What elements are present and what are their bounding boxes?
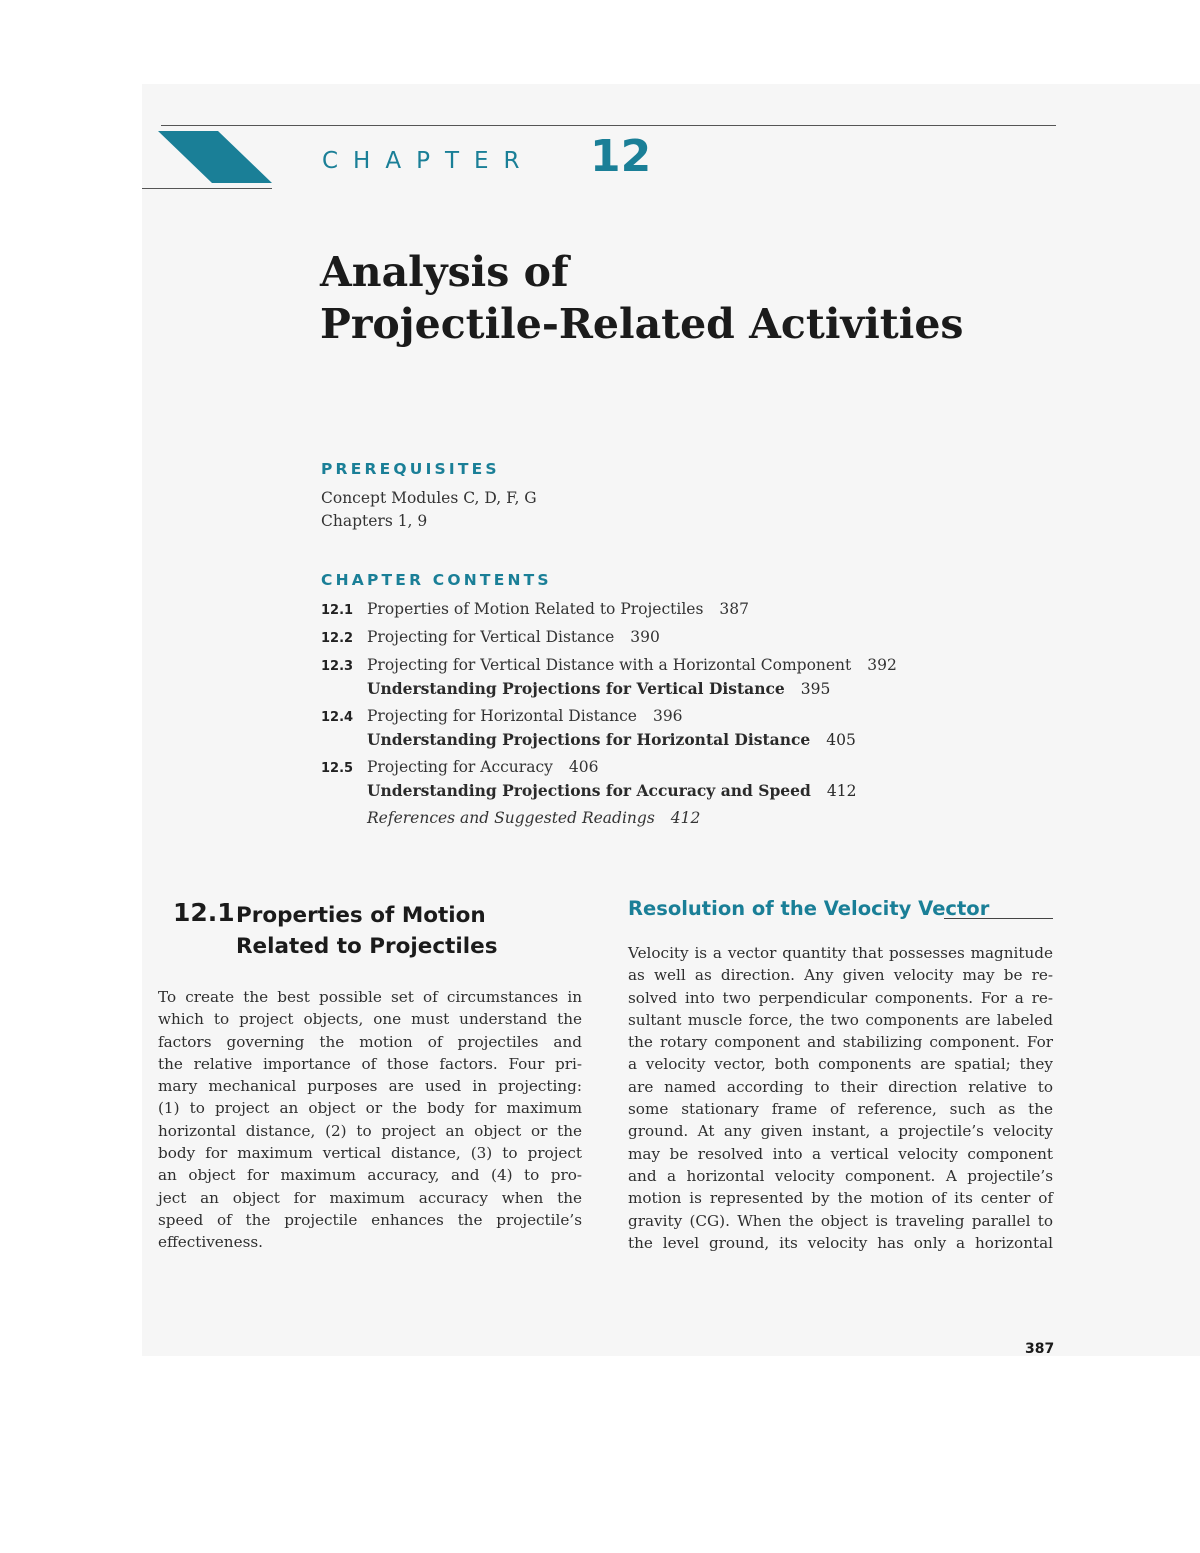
section-paragraph <box>158 986 582 1254</box>
subsection-paragraph <box>628 942 1053 1254</box>
left-rule <box>142 188 272 189</box>
paragraph-line: which to project objects, one must understand the <box>158 1010 582 1029</box>
paragraph-line: solved into two perpendicular components. For a re- <box>628 988 1053 1007</box>
toc-entry[interactable] <box>321 758 598 776</box>
subsection-title: Resolution of the Velocity Vector <box>628 897 990 920</box>
toc-text: References and Suggested Readings <box>367 809 655 827</box>
contents-heading: CHAPTER CONTENTS <box>321 571 552 589</box>
toc-text: Properties of Motion Related to Projectiles <box>367 600 704 618</box>
paragraph-line: the rotary component and stabilizing component. For <box>628 1033 1053 1052</box>
paragraph-line: effectiveness. <box>158 1233 263 1252</box>
paragraph-line: Velocity is a vector quantity that possesses magnitude <box>628 944 1053 962</box>
paragraph-line: mary mechanical purposes are used in projecting: <box>158 1077 582 1096</box>
chapter-title-line: Analysis of <box>320 248 569 296</box>
paragraph-line: factors governing the motion of projectiles and <box>158 1032 582 1051</box>
toc-page: 406 <box>568 758 599 776</box>
paragraph-line: sultant muscle force, the two components are labeled <box>628 1010 1053 1029</box>
toc-page: 392 <box>867 656 897 674</box>
paragraph-line: the level ground, its velocity has only a horizontal <box>628 1233 1053 1252</box>
paragraph-line: as well as direction. Any given velocity may be re- <box>628 966 1053 985</box>
toc-text: Projecting for Horizontal Distance <box>367 707 637 725</box>
toc-page: 390 <box>630 628 660 646</box>
paragraph-line: and a horizontal velocity component. A projectile’s <box>628 1166 1053 1185</box>
chapter-title-line: Projectile-Related Activities <box>320 300 964 348</box>
toc-page: 412 <box>670 809 701 827</box>
toc-number: 12.3 <box>321 659 354 674</box>
paragraph-line: (1) to project an object or the body for maximum <box>158 1099 582 1118</box>
paragraph-line: motion is represented by the motion of its center of <box>628 1189 1053 1208</box>
paragraph-line: are named according to their direction relative to <box>628 1077 1053 1096</box>
toc-number: 12.4 <box>321 710 354 725</box>
paragraph-line: an object for maximum accuracy, and (4) to pro- <box>158 1166 582 1185</box>
paragraph-line: the relative importance of those factors. Four pri- <box>158 1054 582 1073</box>
toc-page: 405 <box>826 731 856 749</box>
paragraph-line: ject an object for maximum accuracy when the <box>158 1188 582 1207</box>
section-title <box>236 900 498 962</box>
toc-references[interactable] <box>367 809 700 827</box>
paragraph-line: may be resolved into a vertical velocity component <box>628 1144 1053 1163</box>
toc-text: Projecting for Vertical Distance with a Horizontal Component <box>367 656 852 674</box>
toc-entry[interactable] <box>321 628 660 646</box>
toc-subentry[interactable] <box>367 730 856 749</box>
top-rule <box>161 125 1056 126</box>
chapter-chevron-graphic <box>158 131 272 183</box>
toc-text: Projecting for Accuracy <box>367 758 553 776</box>
paragraph-line: body for maximum vertical distance, (3) to project <box>158 1144 582 1163</box>
paragraph-line: speed of the projectile enhances the projectile’s <box>158 1210 582 1229</box>
paragraph-line: a velocity vector, both components are spatial; they <box>628 1055 1053 1074</box>
toc-text: Understanding Projections for Accuracy and Speed <box>367 781 811 800</box>
toc-text: Understanding Projections for Horizontal Distance <box>367 730 811 749</box>
toc-page: 396 <box>652 707 683 725</box>
paragraph-line: ground. At any given instant, a projectile’s velocity <box>628 1122 1053 1141</box>
prerequisite-item: Concept Modules C, D, F, G <box>321 489 537 507</box>
paragraph-line: To create the best possible set of circumstances in <box>158 988 582 1006</box>
prerequisite-item: Chapters 1, 9 <box>321 512 428 530</box>
toc-subentry[interactable] <box>367 679 830 698</box>
subsection-rule <box>944 918 1053 919</box>
toc-page: 395 <box>800 680 831 698</box>
toc-page: 412 <box>826 782 857 800</box>
chapter-title <box>320 246 964 350</box>
section-number: 12.1 <box>173 898 235 927</box>
section-title-line: Related to Projectiles <box>236 934 498 959</box>
toc-text: Projecting for Vertical Distance <box>367 628 615 646</box>
toc-page: 387 <box>719 600 750 618</box>
paragraph-line: gravity (CG). When the object is traveling parallel to <box>628 1211 1053 1230</box>
toc-number: 12.2 <box>321 631 354 646</box>
prerequisites-heading: PREREQUISITES <box>321 460 500 478</box>
toc-number: 12.5 <box>321 761 354 776</box>
toc-entry[interactable] <box>321 600 749 618</box>
toc-number: 12.1 <box>321 603 354 618</box>
toc-text: Understanding Projections for Vertical Distance <box>367 679 785 698</box>
page-number: 387 <box>1025 1341 1055 1357</box>
toc-subentry[interactable] <box>367 781 856 800</box>
section-title-line: Properties of Motion <box>236 903 486 928</box>
chapter-label: CHAPTER <box>322 148 535 174</box>
paragraph-line: horizontal distance, (2) to project an object or the <box>158 1121 582 1140</box>
toc-entry[interactable] <box>321 656 897 674</box>
chapter-number: 12 <box>590 131 652 182</box>
paragraph-line: some stationary frame of reference, such as the <box>628 1100 1053 1119</box>
toc-entry[interactable] <box>321 707 683 725</box>
